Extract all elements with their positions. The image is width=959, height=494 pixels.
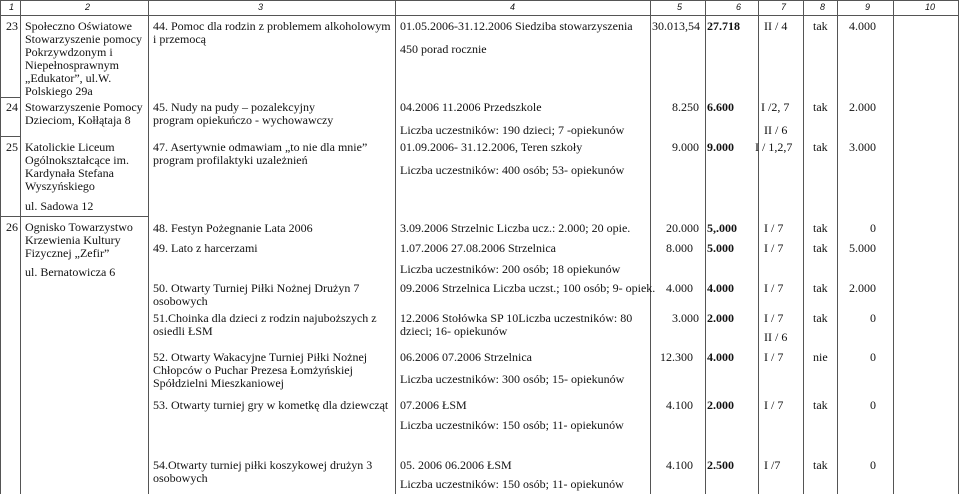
- row-26-item-49-col7: I / 7: [764, 241, 784, 255]
- row-25-number: 25: [6, 140, 18, 154]
- row-24-col7a: I /2, 7: [761, 100, 790, 114]
- row-25-date-place: 01.09.2006- 31.12.2006, Teren szkoły: [400, 140, 583, 154]
- row-26-item-54-col5: 4.100: [666, 458, 693, 472]
- row-23-date-place: 01.05.2006-31.12.2006 Siedziba stowarzyszenia: [400, 19, 633, 33]
- col-4-number: 4: [510, 2, 516, 12]
- grid-line: [705, 0, 706, 494]
- row-26-item-52-col5: 12.300: [660, 350, 693, 364]
- row-23-col5: 30.013,54: [652, 19, 700, 33]
- row-26-organization: Ognisko Towarzystwo Krzewienia Kultury Fizycznej „Zefir”: [25, 220, 133, 260]
- row-24-col5: 8.250: [672, 100, 699, 114]
- row-26-item-48-date-place: 3.09.2006 Strzelnic Liczba ucz.: 2.000; 20 opie.: [400, 221, 631, 235]
- grid-line: [0, 0, 1, 494]
- grid-line: [837, 0, 838, 494]
- row-24-task: 45. Nudy na pudy – pozalekcyjny program opiekuńczo - wychowawczy: [153, 100, 334, 127]
- row-26-item-54-col8: tak: [813, 458, 828, 472]
- row-26-item-53-participants: Liczba uczestników: 150 osób; 11- opiekunów: [400, 418, 624, 432]
- row-26-item-51-col7b: II / 6: [764, 330, 788, 344]
- grid-line: [758, 0, 759, 494]
- row-24-col8: tak: [813, 100, 828, 114]
- col-7-number: 7: [781, 2, 787, 12]
- row-26-item-48-col5: 20.000: [666, 221, 699, 235]
- row-24-participants: Liczba uczestników: 190 dzieci; 7 -opiekunów: [400, 123, 625, 137]
- row-26-item-54-col9: 0: [870, 458, 876, 472]
- col-8-number: 8: [820, 2, 826, 12]
- row-25-col9: 3.000: [849, 140, 876, 154]
- row-25-address: ul. Sadowa 12: [25, 199, 94, 213]
- row-26-item-54-date-place: 05. 2006 06.2006 ŁSM: [400, 458, 512, 472]
- row-25-col5: 9.000: [672, 140, 699, 154]
- row-separator: [0, 216, 148, 217]
- row-24-col6: 6.600: [707, 100, 734, 114]
- row-26-item-51-col8: tak: [813, 311, 828, 325]
- row-26-item-51-date-place: 12.2006 Stołówka SP 10Liczba uczestników: 80 dzieci; 16- opiekunów: [400, 311, 633, 338]
- row-24-col9: 2.000: [849, 100, 876, 114]
- row-23-task: 44. Pomoc dla rodzin z problemem alkoholowym i przemocą: [153, 19, 391, 46]
- row-26-item-54-col6: 2.500: [707, 458, 734, 472]
- row-26-item-51-col6: 2.000: [707, 311, 734, 325]
- row-26-item-48-col6: 5,.000: [707, 221, 737, 235]
- col-5-number: 5: [677, 2, 683, 12]
- row-26-item-49-col8: tak: [813, 241, 828, 255]
- row-separator: [0, 136, 20, 137]
- row-25-organization: Katolickie Liceum Ogólnokształcące im. Kardynała Stefana Wyszyńskiego: [25, 140, 129, 193]
- row-26-item-54-participants: Liczba uczestników: 150 osób; 11- opiekunów: [400, 477, 624, 491]
- row-26-item-52-col8: nie: [813, 350, 828, 364]
- row-26-item-49-participants: Liczba uczestników: 200 osób; 18 opiekunów: [400, 262, 621, 276]
- row-24-organization: Stowarzyszenie Pomocy Dzieciom, Kołłątaja 8: [25, 100, 143, 127]
- row-26-item-53-col8: tak: [813, 398, 828, 412]
- row-23-organization: Społeczno Oświatowe Stowarzyszenie pomocy Pokrzywdzonym i Niepełnosprawnym „Edukator”, ul.W. Polskiego 29a: [25, 19, 142, 98]
- row-25-col7: I / 1,2,7: [755, 140, 793, 154]
- row-24-col7b: II / 6: [764, 123, 788, 137]
- row-26-item-51-col7: I / 7: [764, 311, 784, 325]
- row-26-item-53-col5: 4.100: [666, 398, 693, 412]
- row-23-col6: 27.718: [707, 19, 740, 33]
- row-separator: [0, 97, 20, 98]
- row-26-item-53-col6: 2.000: [707, 398, 734, 412]
- col-2-number: 2: [85, 2, 91, 12]
- row-26-item-54-col7: I /7: [764, 458, 781, 472]
- row-26-item-48-col8: tak: [813, 221, 828, 235]
- row-26-item-50-col6: 4.000: [707, 281, 734, 295]
- row-26-number: 26: [6, 220, 18, 234]
- row-24-number: 24: [6, 100, 18, 114]
- row-26-item-52-date-place: 06.2006 07.2006 Strzelnica: [400, 350, 532, 364]
- row-26-item-53-col9: 0: [870, 398, 876, 412]
- row-26-item-50-col9: 2.000: [849, 281, 876, 295]
- row-26-address: ul. Bernatowicza 6: [25, 265, 116, 279]
- col-9-number: 9: [865, 2, 871, 12]
- row-26-item-50-col8: tak: [813, 281, 828, 295]
- row-26-item-50-task: 50. Otwarty Turniej Piłki Nożnej Drużyn 7 osobowych: [153, 281, 360, 308]
- row-26-item-52-col6: 4.000: [707, 350, 734, 364]
- row-26-item-54-task: 54.Otwarty turniej piłki koszykowej drużyn 3 osobowych: [153, 458, 373, 485]
- row-24-date-place: 04.2006 11.2006 Przedszkole: [400, 100, 542, 114]
- row-26-item-49-col9: 5.000: [849, 241, 876, 255]
- col-6-number: 6: [736, 2, 742, 12]
- row-26-item-51-col5: 3.000: [672, 311, 699, 325]
- row-23-col7: II / 4: [764, 19, 788, 33]
- row-26-item-53-col7: I / 7: [764, 398, 784, 412]
- row-25-col8: tak: [813, 140, 828, 154]
- row-26-item-48-col9: 0: [870, 221, 876, 235]
- row-26-item-49-col6: 5.000: [707, 241, 734, 255]
- grid-line: [650, 0, 651, 494]
- row-26-item-48-col7: I / 7: [764, 221, 784, 235]
- row-26-item-52-col7: I / 7: [764, 350, 784, 364]
- column-header-row: [0, 0, 959, 16]
- row-25-task: 47. Asertywnie odmawiam „to nie dla mnie” program profilaktyki uzależnień: [153, 140, 368, 167]
- col-3-number: 3: [258, 2, 264, 12]
- row-26-item-49-col5: 8.000: [666, 241, 693, 255]
- row-26-item-49-task: 49. Lato z harcerzami: [153, 241, 258, 255]
- row-23-participants: 450 porad rocznie: [400, 42, 487, 56]
- row-26-item-51-task: 51.Choinka dla dzieci z rodzin najuboższych z osiedli ŁSM: [153, 311, 377, 338]
- grid-line: [20, 0, 21, 494]
- grid-line: [395, 0, 396, 494]
- grid-line: [148, 0, 149, 494]
- col-1-number: 1: [9, 2, 15, 12]
- row-26-item-51-col9: 0: [870, 311, 876, 325]
- row-25-col6: 9.000: [707, 140, 734, 154]
- grid-line: [893, 0, 894, 494]
- row-26-item-52-participants: Liczba uczestników: 300 osób; 15- opiekunów: [400, 372, 625, 386]
- col-10-number: 10: [925, 2, 936, 12]
- row-23-col9: 4.000: [849, 19, 876, 33]
- row-26-item-49-date-place: 1.07.2006 27.08.2006 Strzelnica: [400, 241, 556, 255]
- row-26-item-52-col9: 0: [870, 350, 876, 364]
- row-26-item-50-col5: 4.000: [666, 281, 693, 295]
- row-26-item-50-col7: I / 7: [764, 281, 784, 295]
- grid-line: [803, 0, 804, 494]
- row-25-participants: Liczba uczestników: 400 osób; 53- opiekunów: [400, 163, 625, 177]
- row-23-number: 23: [6, 19, 18, 33]
- row-26-item-53-date-place: 07.2006 ŁSM: [400, 398, 467, 412]
- row-26-item-48-task: 48. Festyn Pożegnanie Lata 2006: [153, 221, 313, 235]
- row-23-col8: tak: [813, 19, 828, 33]
- row-26-item-53-task: 53. Otwarty turniej gry w kometkę dla dziewcząt: [153, 398, 389, 412]
- row-26-item-50-date-place: 09.2006 Strzelnica Liczba uczst.; 100 osób; 9- opiek.: [400, 281, 656, 295]
- row-26-item-52-task: 52. Otwarty Wakacyjne Turniej Piłki Nożnej Chłopców o Puchar Prezesa Łomżyńskiej Spółdzielni Mieszkaniowej: [153, 350, 368, 390]
